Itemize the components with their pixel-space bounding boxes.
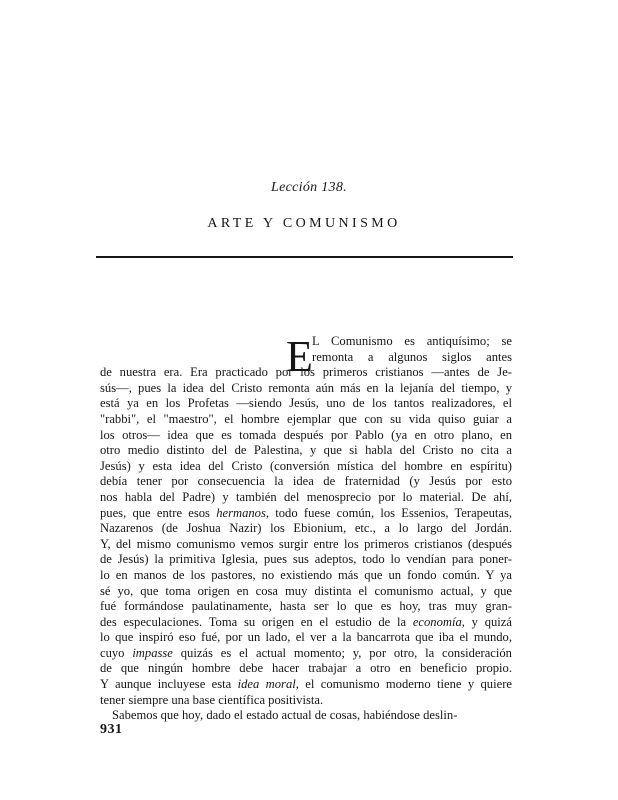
italic-term: economía,	[412, 614, 465, 629]
text-line: nos habla del Padre) y también del menosprecio por lo material. De ahí,	[100, 489, 512, 504]
italic-term: impasse	[132, 645, 173, 660]
text-line: remonta a algunos siglos antes	[312, 349, 512, 364]
text-line: de que ningún hombre debe hacer trabajar a otro en beneficio propio.	[100, 661, 512, 676]
chapter-title: ARTE Y COMUNISMO	[207, 216, 401, 231]
italic-term: hermanos,	[216, 505, 270, 520]
text-segment: y quizá	[464, 614, 512, 629]
text-segment: quizás es el actual momento; y, por otro, la consideración	[172, 645, 512, 660]
text-line: los otros— idea que es tomada después por Pablo (ya en otro plano, en	[100, 427, 512, 442]
text-line	[100, 677, 512, 693]
text-line: Nazarenos (de Joshua Nazir) los Ebionium, etc., a lo largo del Jordán.	[100, 521, 512, 536]
text-line: debía tener por consecuencia la idea de fraternidad (y Jesús por esto	[100, 474, 512, 489]
text-line: "rabbi", el "maestro", el hombre ejemplar que con su vida quiso guiar a	[100, 411, 512, 426]
text-line: está ya en los Profetas —siendo Jesús, uno de los tantos realizadores, el	[100, 396, 512, 411]
text-line: de Jesús) la primitiva Iglesia, pues sus adeptos, todo lo vendían para poner-	[100, 552, 512, 567]
drop-cap: E	[286, 332, 313, 381]
body-text	[100, 334, 512, 724]
text-line: L Comunismo es antiquísimo; se	[312, 334, 512, 348]
text-line: de nuestra era. Era practicado por los primeros cristianos —antes de Je-	[100, 365, 512, 380]
text-segment: Y aunque incluyese esta	[100, 677, 238, 692]
text-segment: des especulaciones. Toma su origen en el estudio de la	[100, 614, 413, 629]
paragraph-end-line: tener siempre una base científica positivista.	[100, 692, 324, 707]
lesson-heading: Lección 138.	[271, 180, 347, 195]
text-line: otro medio distinto del de Palestina, y que si habla del Cristo no cita a	[100, 443, 512, 458]
title-rule	[96, 256, 513, 258]
text-line: Sabemos que hoy, dado el estado actual de cosas, habiéndose deslin-	[112, 708, 458, 723]
page-number: 931	[100, 722, 123, 737]
text-segment: pues, que entre esos	[100, 505, 217, 520]
text-segment: cuyo	[100, 645, 133, 660]
italic-term: idea moral,	[237, 677, 299, 692]
text-line	[100, 615, 512, 631]
text-line	[100, 646, 512, 662]
text-line: Jesús) y esta idea del Cristo (conversión mística del hombre en espíritu)	[100, 458, 512, 473]
text-line: sús—, pues la idea del Cristo remonta aún más en la lejanía del tiempo, y	[100, 380, 512, 395]
text-line	[100, 506, 512, 522]
text-segment: el comunismo moderno tiene y quiere	[298, 677, 512, 692]
text-segment: todo fuese común, los Essenios, Terapeutas,	[269, 505, 512, 520]
text-line: lo en manos de los pastores, no existiendo más que un fondo común. Y ya	[100, 567, 512, 582]
text-line: sé yo, que toma origen en cosa muy distinta el comunismo actual, y que	[100, 583, 512, 598]
text-line: fué formándose paulatinamente, hasta ser lo que es hoy, tras muy gran-	[100, 599, 512, 614]
text-line: lo que inspiró eso fué, por un lado, el ver a la bancarrota que iba el mundo,	[100, 630, 512, 645]
text-line: Y, del mismo comunismo vemos surgir entre los primeros cristianos (después	[100, 536, 512, 551]
